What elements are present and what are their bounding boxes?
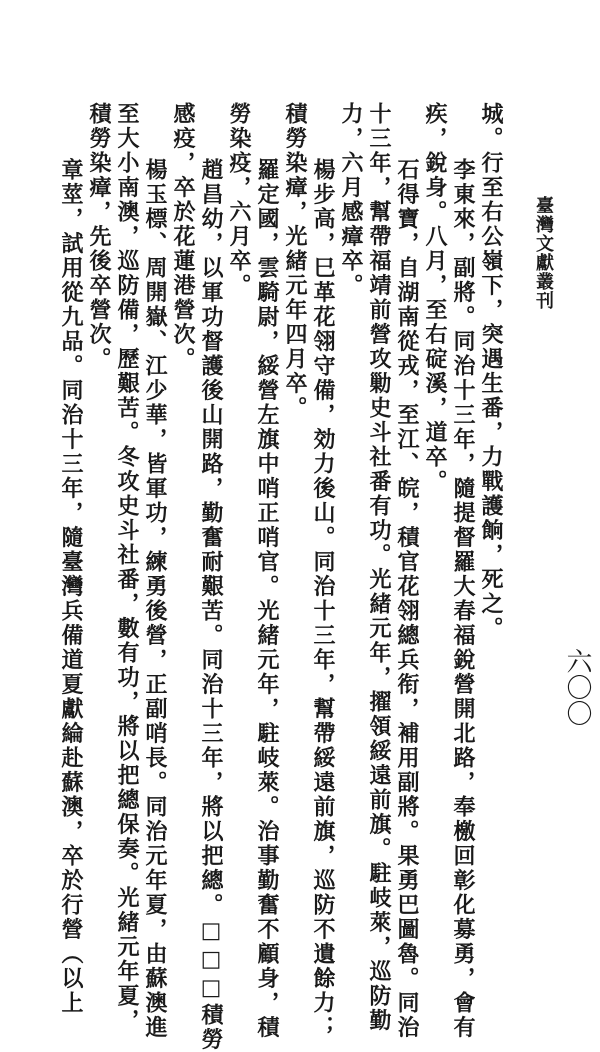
text-column: 積勞染瘴，先後卒營次。 — [86, 102, 112, 372]
text-column: 十三年，幫帶福靖前營攻勦史斗社番有功。光緒元年，擢領綏遠前旗。駐岐萊，巡防勤 — [366, 102, 392, 1033]
text-column: 疾，銳身。八月，至右碇溪，道卒。 — [422, 102, 448, 494]
text-column: 至大小南澳，巡防備，歷艱苦。冬攻史斗社番，數有功，將以把總保奏。光緒元年夏， — [114, 102, 140, 1033]
text-column: 楊步高，巳革花翎守備，効力後山。同治十三年，幫帶綏遠前旗，巡防不遺餘力； — [310, 158, 336, 1040]
journal-title: 臺灣文獻叢刊 — [533, 196, 554, 310]
text-column: 趙昌幼，以軍功督護後山開路，勤奮耐艱苦。同治十三年，將以把總。□□□積勞 — [198, 158, 224, 1052]
text-column: 楊玉標、周開嶽、江少華，皆軍功，練勇後營，正副哨長。同治元年夏，由蘇澳進 — [142, 158, 168, 1040]
text-column: 章莖，試用從九品。同治十三年，隨臺灣兵備道夏獻綸赴蘇澳，卒於行營（以上 — [58, 158, 84, 1016]
text-column: 勞染疫，六月卒。 — [226, 102, 252, 298]
text-column: 積勞染瘴，光緒元年四月卒。 — [282, 102, 308, 421]
text-column: 李東來，副將。同治十三年，隨提督羅大春福銳營開北路，奉檄回彰化募勇，會有 — [450, 158, 476, 1040]
text-column: 感疫，卒於花蓮港營次。 — [170, 102, 196, 372]
text-column: 城。行至右公嶺下，突遇生番，力戰護餉，死之。 — [478, 102, 504, 641]
text-column: 力，六月感瘴卒。 — [338, 102, 364, 298]
text-column: 羅定國，雲騎尉，綏營左旗中哨正哨官。光緒元年，駐岐萊。治事勤奮不顧身，積 — [254, 158, 280, 1040]
text-column: 石得寶，自湖南從戎，至江、皖，積官花翎總兵衔，補用副將。果勇巴圖魯。同治 — [394, 158, 420, 1040]
page-number: 六〇〇 — [562, 648, 592, 726]
